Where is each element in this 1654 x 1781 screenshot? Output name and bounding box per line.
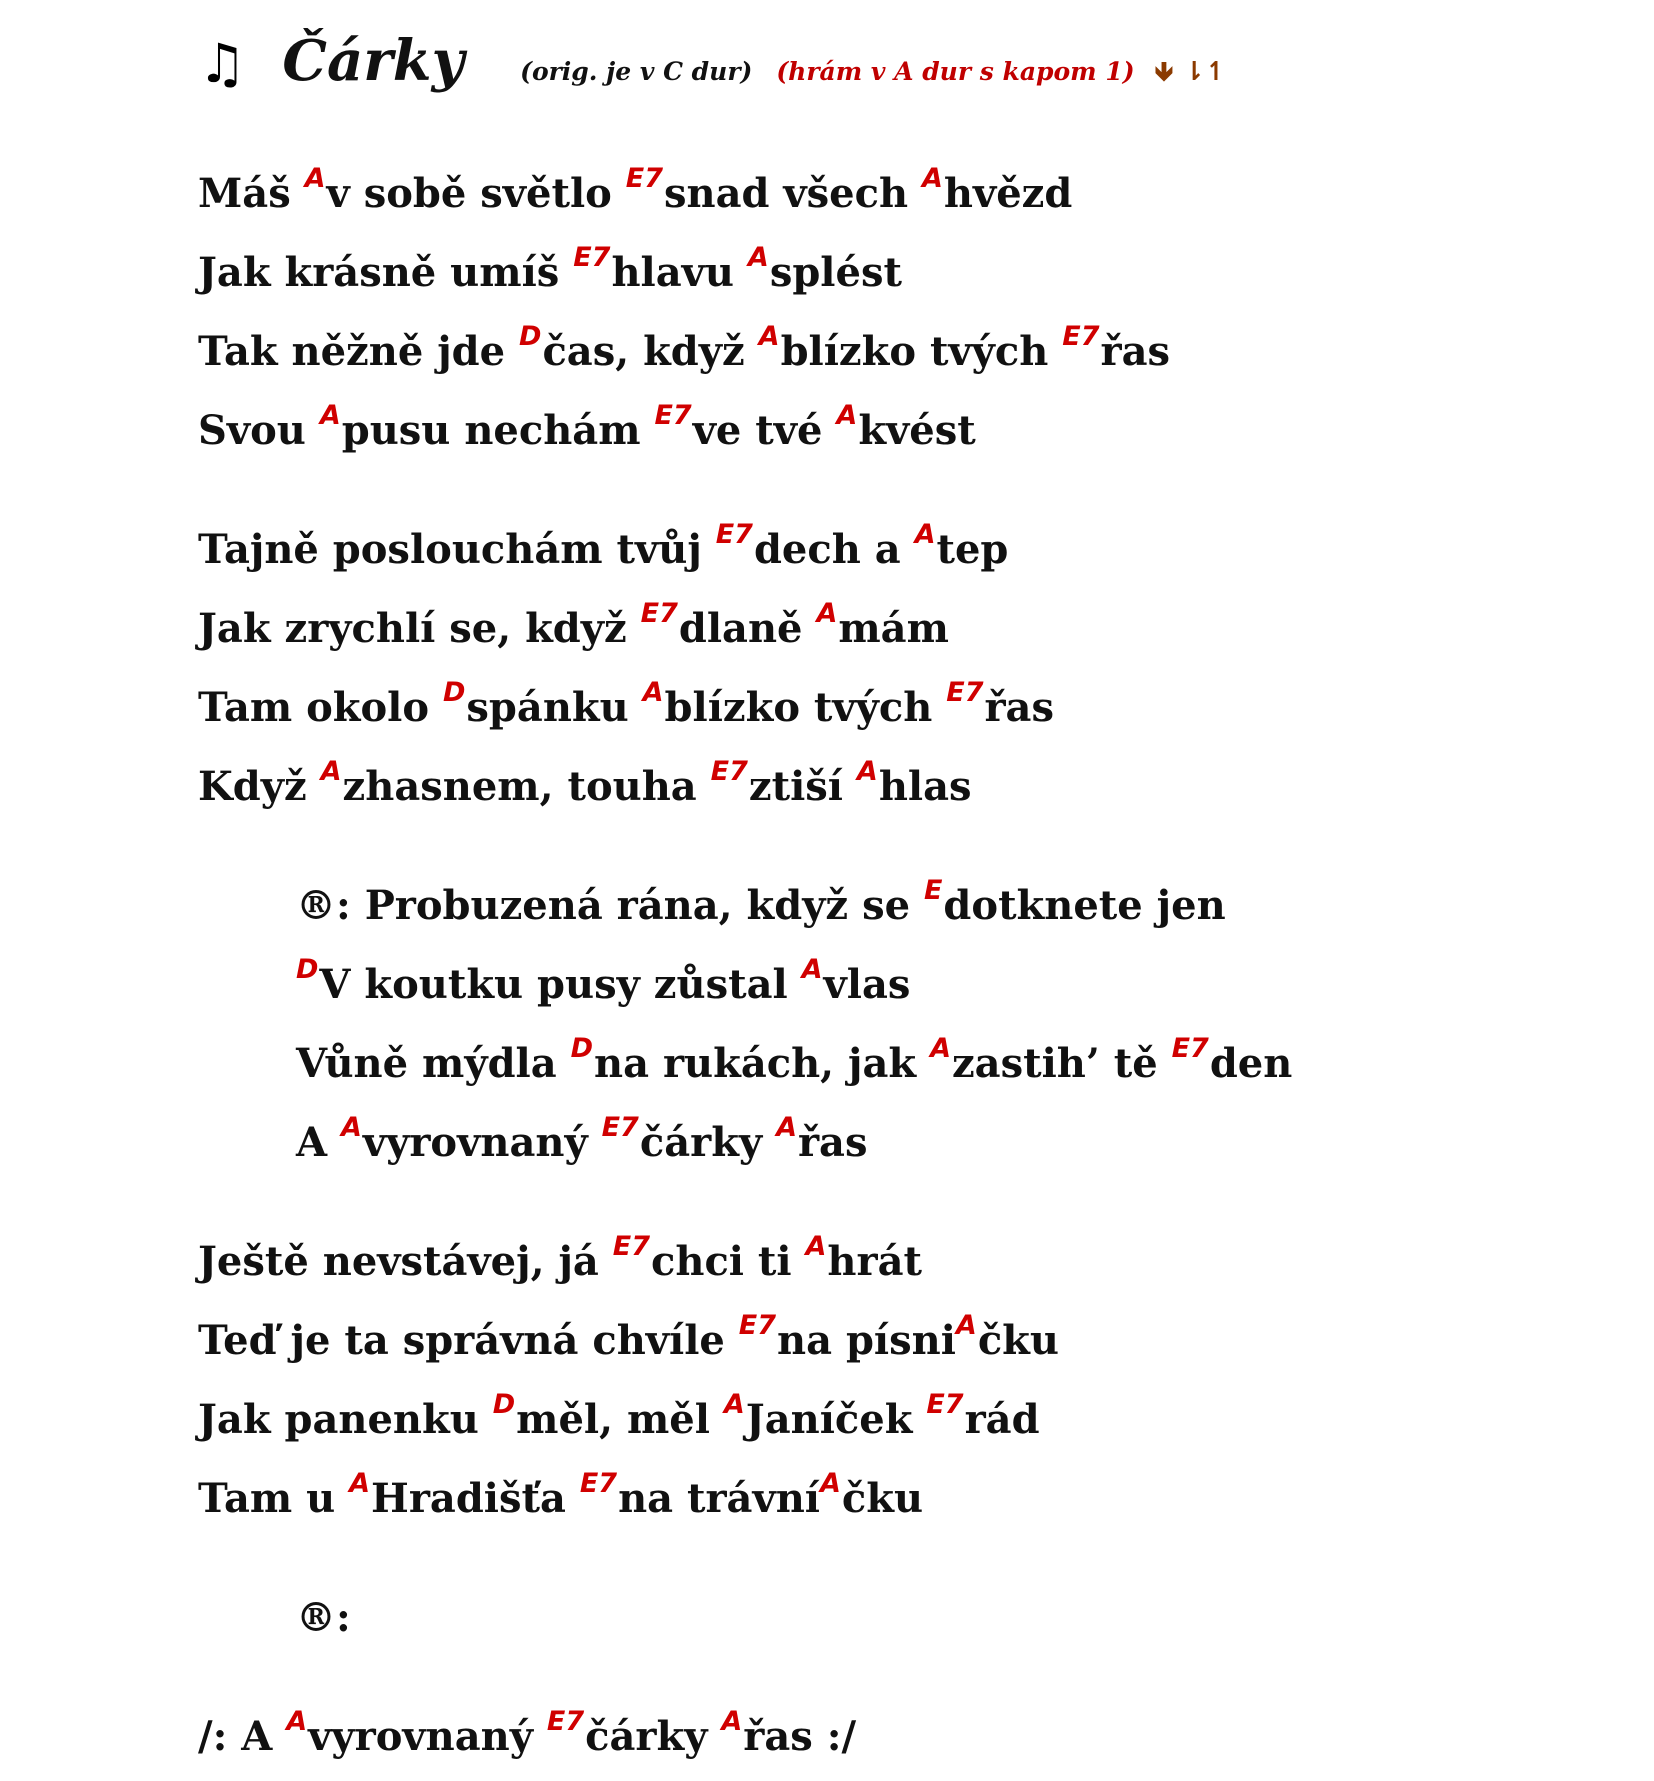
- lyric-text: splést: [769, 249, 902, 296]
- lyric-text: řas: [984, 684, 1054, 731]
- chord-label[interactable]: A: [816, 598, 838, 629]
- lyric-line: [198, 1380, 1618, 1459]
- lyric-text: Teď je ta správná chvíle: [198, 1317, 739, 1364]
- chord-label[interactable]: A: [304, 163, 326, 194]
- chorus-stanza: [198, 866, 1618, 1182]
- lyric-text: ®: Probuzená rána, když se: [296, 882, 924, 929]
- lyric-text: Tak něžně jde: [198, 328, 520, 375]
- chord-label[interactable]: A: [286, 1706, 308, 1737]
- chord-label[interactable]: E7: [654, 400, 692, 431]
- lyric-text: Tam u: [198, 1475, 350, 1522]
- capo-info: (hrám v A dur s kapom 1): [776, 57, 1135, 86]
- chord-label[interactable]: A: [819, 1468, 841, 1499]
- chord-label[interactable]: A: [955, 1310, 977, 1341]
- lyric-text: Jak panenku: [198, 1396, 493, 1443]
- lyric-text: Jak krásně umíš: [198, 249, 574, 296]
- lyric-text: v sobě světlo: [326, 170, 626, 217]
- lyric-text: chci ti: [651, 1238, 806, 1285]
- chord-label[interactable]: E7: [625, 163, 663, 194]
- chord-label[interactable]: E7: [573, 242, 611, 273]
- lyric-line: [198, 312, 1618, 391]
- chord-label[interactable]: A: [319, 400, 341, 431]
- lyric-text: snad všech: [663, 170, 922, 217]
- lyric-text: čárky: [585, 1713, 722, 1760]
- lyric-text: Janíček: [745, 1396, 927, 1443]
- lyric-line: [198, 1103, 1618, 1182]
- transpose-up-down-icon[interactable]: ⇂↿: [1183, 57, 1227, 87]
- chord-label[interactable]: E7: [546, 1706, 585, 1737]
- original-key-note: (orig. je v C dur): [520, 57, 753, 86]
- lyric-text: měl, měl: [516, 1396, 724, 1443]
- lyric-line: [198, 233, 1618, 312]
- lyric-line: [198, 1222, 1618, 1301]
- chord-label[interactable]: D: [442, 677, 466, 708]
- chord-label[interactable]: A: [805, 1231, 827, 1262]
- lyrics-body: [198, 154, 1618, 1776]
- lyric-text: Máš: [198, 170, 305, 217]
- chord-label[interactable]: E7: [946, 677, 984, 708]
- chord-label[interactable]: A: [758, 321, 780, 352]
- transpose-down-icon[interactable]: 🡻: [1154, 57, 1174, 87]
- lyric-text: vlas: [823, 961, 911, 1008]
- chord-label[interactable]: A: [921, 163, 943, 194]
- lyric-text: na rukách, jak: [594, 1040, 931, 1087]
- lyric-line: [198, 747, 1618, 826]
- lyric-text: kvést: [858, 407, 976, 454]
- lyric-text: vyrovnaný: [308, 1713, 547, 1760]
- lyric-line: [198, 1697, 1618, 1776]
- lyric-line: [198, 945, 1618, 1024]
- verse-stanza: [198, 154, 1618, 470]
- lyric-text: řas: [1100, 328, 1171, 375]
- verse-stanza: [198, 1222, 1618, 1538]
- chord-label[interactable]: A: [836, 400, 858, 431]
- lyric-text: čku: [841, 1475, 924, 1522]
- lyric-text: blízko tvých: [664, 684, 947, 731]
- lyric-text: blízko tvých: [780, 328, 1063, 375]
- lyric-text: Hradišťa: [371, 1475, 580, 1522]
- lyric-text: ®:: [296, 1594, 351, 1641]
- chord-label[interactable]: A: [642, 677, 664, 708]
- lyric-text: Svou: [198, 407, 320, 454]
- chord-label[interactable]: A: [340, 1112, 362, 1143]
- lyric-text: ve tvé: [692, 407, 837, 454]
- lyric-text: řas: [797, 1119, 868, 1166]
- chord-label[interactable]: E7: [640, 598, 678, 629]
- lyric-text: /: A: [198, 1713, 287, 1760]
- chord-label[interactable]: E7: [1171, 1033, 1209, 1064]
- chord-label[interactable]: E7: [715, 519, 753, 550]
- chord-label[interactable]: A: [747, 242, 769, 273]
- chord-label[interactable]: E7: [710, 756, 748, 787]
- lyric-text: Ještě nevstávej, já: [198, 1238, 613, 1285]
- lyric-text: dlaně: [678, 605, 817, 652]
- chord-label[interactable]: A: [320, 756, 342, 787]
- lyric-text: Tajně poslouchám tvůj: [198, 526, 716, 573]
- lyric-line: [198, 510, 1618, 589]
- lyric-text: Vůně mýdla: [296, 1040, 571, 1087]
- lyric-text: dech a: [753, 526, 915, 573]
- lyric-line: [198, 154, 1618, 233]
- lyric-line: [198, 1301, 1618, 1380]
- lyric-line: [198, 391, 1618, 470]
- lyric-text: zhasnem, touha: [342, 763, 711, 810]
- lyric-text: čku: [977, 1317, 1059, 1364]
- lyric-text: hlavu: [611, 249, 748, 296]
- song-header: [198, 28, 1618, 118]
- lyric-text: mám: [838, 605, 949, 652]
- chord-label[interactable]: E7: [738, 1310, 777, 1341]
- verse-stanza: [198, 510, 1618, 826]
- chord-label[interactable]: D: [492, 1389, 516, 1420]
- lyric-text: hlas: [878, 763, 972, 810]
- lyric-text: čárky: [639, 1119, 777, 1166]
- chord-label[interactable]: A: [930, 1033, 951, 1064]
- chord-label[interactable]: A: [914, 519, 936, 550]
- chord-label[interactable]: E: [923, 875, 943, 906]
- lyric-text: rád: [964, 1396, 1040, 1443]
- lyric-text: A: [296, 1119, 341, 1166]
- outro-stanza: [198, 1697, 1618, 1776]
- chord-label[interactable]: E7: [926, 1389, 964, 1420]
- lyric-text: na trávní: [618, 1475, 820, 1522]
- lyric-text: dotknete jen: [943, 882, 1226, 929]
- chord-label[interactable]: D: [296, 954, 319, 985]
- lyric-line: [198, 589, 1618, 668]
- lyric-line: [198, 866, 1618, 945]
- lyric-line: [296, 1578, 1618, 1657]
- chord-label[interactable]: A: [721, 1706, 743, 1737]
- music-note-icon: ♫: [198, 32, 247, 95]
- lyric-text: pusu nechám: [341, 407, 655, 454]
- chord-label[interactable]: E7: [579, 1468, 618, 1499]
- lyric-text: na písni: [777, 1317, 956, 1364]
- chord-label[interactable]: D: [570, 1033, 594, 1064]
- lyric-text: čas, když: [542, 328, 759, 375]
- chord-label[interactable]: A: [349, 1468, 371, 1499]
- lyric-text: Jak zrychlí se, když: [198, 605, 641, 652]
- chord-label[interactable]: E7: [1062, 321, 1100, 352]
- lyric-text: spánku: [466, 684, 643, 731]
- lyric-text: Tam okolo: [198, 684, 443, 731]
- chord-label[interactable]: E7: [612, 1231, 650, 1262]
- chord-label[interactable]: A: [801, 954, 823, 985]
- lyric-text: ztiší: [748, 763, 857, 810]
- lyric-text: hvězd: [943, 170, 1073, 217]
- chord-label[interactable]: D: [519, 321, 542, 352]
- lyric-text: den: [1209, 1040, 1293, 1087]
- chord-label[interactable]: A: [856, 756, 878, 787]
- chord-label[interactable]: A: [723, 1389, 745, 1420]
- lyric-text: V koutku pusy zůstal: [319, 961, 802, 1008]
- chord-label[interactable]: A: [776, 1112, 797, 1143]
- lyric-text: Když: [198, 763, 321, 810]
- lyric-text: tep: [936, 526, 1009, 573]
- chorus-reference: [198, 1578, 1618, 1657]
- song-title: Čárky: [282, 28, 465, 94]
- lyric-line: [198, 1024, 1618, 1103]
- chord-label[interactable]: E7: [601, 1112, 639, 1143]
- lyric-line: [198, 1459, 1618, 1538]
- lyric-text: hrát: [827, 1238, 922, 1285]
- lyric-line: [198, 668, 1618, 747]
- lyric-text: zastih’ tě: [951, 1040, 1172, 1087]
- lyric-text: řas :/: [743, 1713, 857, 1760]
- song-sheet: [198, 28, 1618, 1776]
- lyric-text: vyrovnaný: [362, 1119, 602, 1166]
